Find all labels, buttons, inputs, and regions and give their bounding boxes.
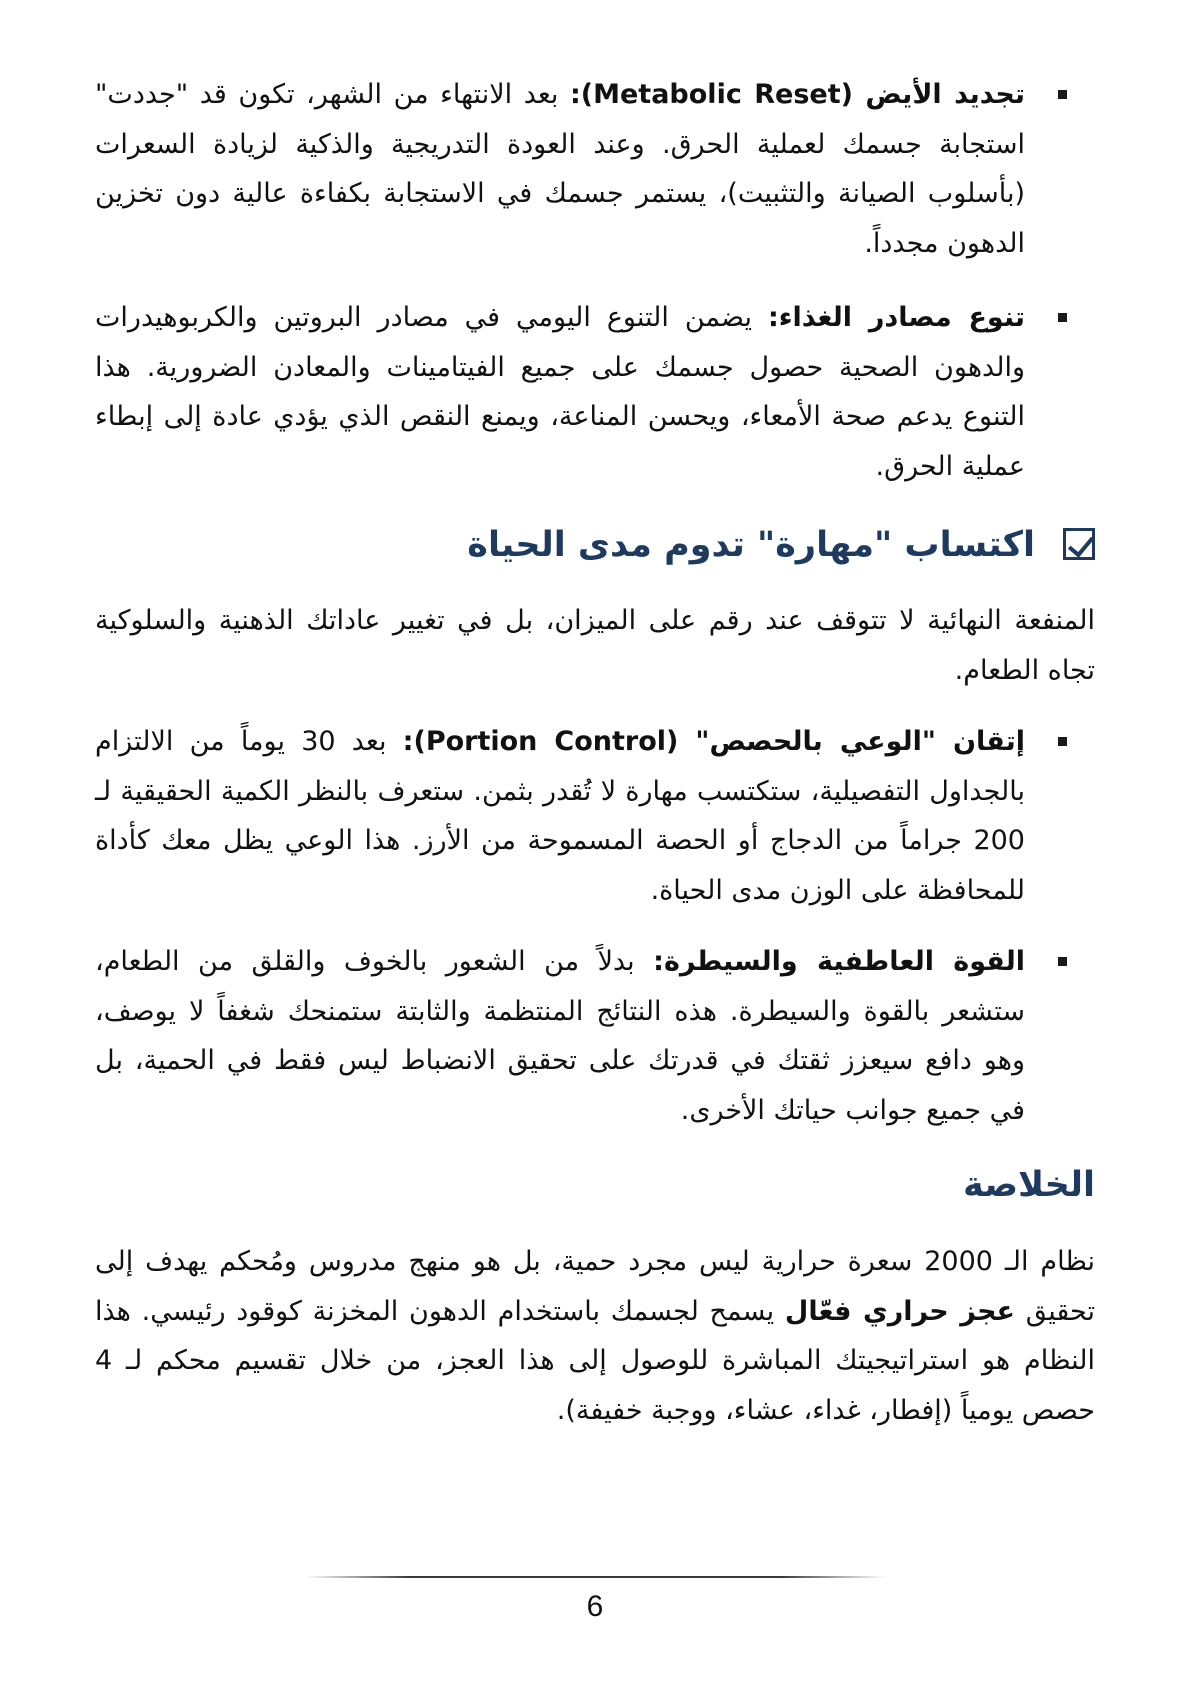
square-bullet-icon <box>1058 957 1067 966</box>
bullet-food-variety <box>95 293 1025 491</box>
bullet-metabolic-reset <box>95 70 1025 268</box>
bullet-term: تنوع مصادر الغذاء: <box>767 302 1025 333</box>
section-heading-summary: الخلاصة <box>963 1165 1095 1205</box>
bullet-term: إتقان "الوعي بالحصص" (Portion Control): <box>402 726 1025 757</box>
section-skill-intro: المنفعة النهائية لا تتوقف عند رقم على الميزان، بل في تغيير عاداتك الذهنية والسلوكية تجاه الطعام. <box>95 605 1095 686</box>
footer-divider <box>305 1576 885 1578</box>
summary-text-before: نظام الـ 2000 سعرة حرارية ليس مجرد حمية، بل هو منهج مدروس ومُحكم يهدف إلى تحقيق <box>95 1246 1095 1327</box>
bullet-text: بدلاً من الشعور بالخوف والقلق من الطعام، ستشعر بالقوة والسيطرة. هذه النتائج المنتظمة والثابتة ستمنحك شغفاً لا يوصف، وهو دافع سيعزز ثقتك في قدرتك على تحقيق الانضباط ليس فقط في الحمية، بل في جميع جوانب حياتك الأخرى. <box>95 946 1025 1126</box>
square-bullet-icon <box>1058 90 1067 99</box>
bullet-emotional-strength <box>95 937 1025 1135</box>
section-heading-skill <box>467 525 1095 565</box>
section-heading-text: اكتساب "مهارة" تدوم مدى الحياة <box>467 525 1035 565</box>
bullet-text: بعد الانتهاء من الشهر، تكون قد "جددت" استجابة جسمك لعملية الحرق. وعند العودة التدريجية والذكية لزيادة السعرات (بأسلوب الصيانة والتثبيت)، يستمر جسمك في الاستجابة بكفاءة عالية دون تخزين الدهون مجدداً. <box>95 79 1025 259</box>
summary-bold-term: عجز حراري فعّال <box>784 1295 1015 1327</box>
bullet-text: بعد 30 يوماً من الالتزام بالجداول التفصيلية، ستكتسب مهارة لا تُقدر بثمن. ستعرف بالنظر الكمية الحقيقية لـ 200 جراماً من الدجاج أو الحصة المسموحة من الأرز. هذا الوعي يظل معك كأداة للمحافظة على الوزن مدى الحياة. <box>95 726 1025 906</box>
page-number: 6 <box>586 1590 604 1623</box>
summary-paragraph <box>95 1237 1095 1435</box>
bullet-term: القوة العاطفية والسيطرة: <box>653 946 1026 977</box>
summary-text-after: يسمح لجسمك باستخدام الدهون المخزنة كوقود رئيسي. هذا النظام هو استراتيجيتك المباشرة للوصول إلى هذا العجز، من خلال تقسيم محكم لـ 4 حصص يومياً (إفطار، غداء، عشاء، ووجبة خفيفة). <box>95 1295 1095 1426</box>
bullet-portion-control <box>95 717 1025 915</box>
square-bullet-icon <box>1058 313 1067 322</box>
bullet-term: تجديد الأيض (Metabolic Reset): <box>569 79 1025 110</box>
square-bullet-icon <box>1058 737 1067 746</box>
checkbox-checked-icon <box>1063 528 1095 560</box>
bullet-text: يضمن التنوع اليومي في مصادر البروتين والكربوهيدرات والدهون الصحية حصول جسمك على جميع الفيتامينات والمعادن الضرورية. هذا التنوع يدعم صحة الأمعاء، ويحسن المناعة، ويمنع النقص الذي يؤدي عادة إلى إبطاء عملية الحرق. <box>95 302 1025 482</box>
